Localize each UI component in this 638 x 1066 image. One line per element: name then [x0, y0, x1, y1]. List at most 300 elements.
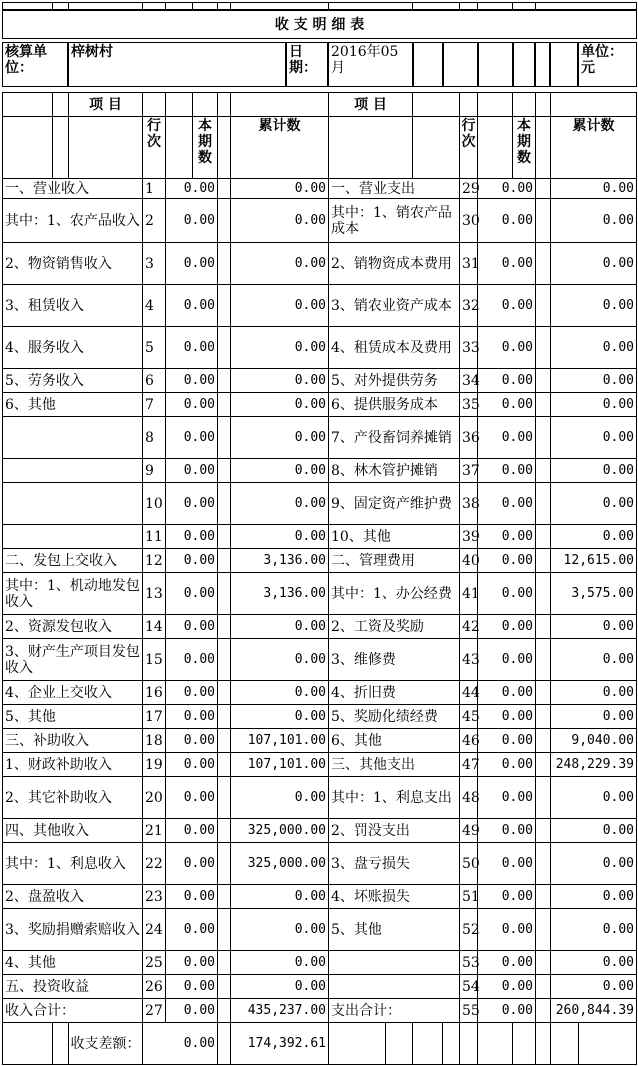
expense-current: [477, 416, 536, 459]
expense-cumulative: [550, 998, 637, 1023]
expense-item-text: 其中：1、利息支出: [331, 789, 452, 806]
spacer-cell: [535, 548, 551, 573]
expense-line-no: [459, 752, 478, 777]
income-cumulative: [230, 950, 329, 975]
spacer-cell: [217, 524, 231, 549]
expense-cumulative-text: 0.00: [602, 180, 634, 196]
income-item: [2, 284, 143, 327]
expense-line-no: [459, 548, 478, 573]
income-item-text: 二、发包上交收入: [5, 552, 117, 569]
spacer-cell: [217, 242, 231, 285]
spacer-cell: [535, 614, 551, 639]
expense-cumulative-text: 3,575.00: [571, 585, 634, 601]
income-line-no: [142, 704, 166, 729]
expense-current-text: 0.00: [501, 552, 533, 568]
band-cell: [2, 2, 53, 10]
expense-item: [328, 284, 460, 327]
income-current-text: 0.00: [183, 822, 215, 838]
expense-current-text: 0.00: [501, 297, 533, 313]
income-cumulative: [230, 974, 329, 999]
spacer-cell: [217, 974, 231, 999]
income-item: [2, 638, 143, 681]
spacer-cell: [535, 458, 551, 483]
expense-line-no: [459, 950, 478, 975]
expense-cumulative-text: 0.00: [602, 372, 634, 388]
header-cell: [328, 116, 413, 179]
spacer-cell: [412, 1022, 443, 1065]
income-current: [165, 842, 218, 885]
expense-line-no-text: 42: [462, 618, 480, 635]
spacer-cell: [535, 680, 551, 705]
income-current-text: 0.00: [183, 372, 215, 388]
expense-cumulative: [550, 368, 637, 393]
income-cumulative-text: 0.00: [294, 429, 326, 445]
expense-cumulative-text: 0.00: [602, 212, 634, 228]
income-current: [165, 368, 218, 393]
spacer-cell: [535, 908, 551, 951]
band-cell: [165, 2, 193, 10]
income-line-no-text: 22: [145, 855, 163, 872]
unit-label-text: 核算单位：: [5, 44, 47, 76]
income-line-no-text: 27: [145, 1002, 163, 1019]
expense-line-no-text: 55: [462, 1002, 480, 1019]
income-item-text: 四、其他收入: [5, 822, 89, 839]
expense-cumulative-text: 260,844.39: [555, 1002, 634, 1018]
income-line-no: [142, 614, 166, 639]
expense-cumulative-text: 0.00: [602, 651, 634, 667]
band-cell: [328, 2, 413, 10]
income-item: [2, 704, 143, 729]
expense-current: [477, 728, 536, 753]
income-current-text: 0.00: [183, 732, 215, 748]
expense-line-no-text: 31: [462, 255, 480, 272]
income-line-no: [142, 998, 166, 1023]
income-line-no: [142, 284, 166, 327]
spacer-cell: [535, 842, 551, 885]
expense-item: [328, 572, 460, 615]
income-current-text: 0.00: [183, 954, 215, 970]
header-line-no-right: [459, 116, 478, 179]
expense-current: [477, 242, 536, 285]
income-line-no: [142, 326, 166, 369]
expense-cumulative: [550, 818, 637, 843]
spacer-cell: [512, 1022, 536, 1065]
income-item: [2, 482, 143, 525]
income-current-text: 0.00: [183, 180, 215, 196]
spacer-cell: [52, 1022, 69, 1065]
expense-cumulative: [550, 638, 637, 681]
expense-cumulative-text: 0.00: [602, 978, 634, 994]
expense-item: [328, 818, 460, 843]
income-line-no-text: 10: [145, 495, 163, 512]
expense-item: [328, 178, 460, 199]
income-current-text: 0.00: [183, 585, 215, 601]
income-cumulative: [230, 242, 329, 285]
expense-current-text: 0.00: [501, 585, 533, 601]
income-cumulative-text: 435,237.00: [247, 1002, 326, 1018]
income-line-no-text: 6: [145, 372, 154, 389]
spacer-cell: [217, 842, 231, 885]
income-cumulative-text: 0.00: [294, 528, 326, 544]
expense-cumulative: [550, 704, 637, 729]
income-line-no: [142, 884, 166, 909]
expense-item: [328, 368, 460, 393]
expense-line-no-text: 53: [462, 954, 480, 971]
spacer-cell: [217, 458, 231, 483]
expense-item: [328, 458, 460, 483]
expense-item: [328, 776, 460, 819]
expense-cumulative-text: 0.00: [602, 339, 634, 355]
income-item: [2, 908, 143, 951]
spacer-cell: [217, 572, 231, 615]
income-current: [165, 458, 218, 483]
expense-item: [328, 998, 460, 1023]
header-cell: [412, 116, 460, 179]
expense-cumulative-text: 0.00: [602, 855, 634, 871]
income-item-text: 2、其它补助收入: [5, 789, 112, 806]
expense-cumulative: [550, 614, 637, 639]
expense-item-text: 支出合计：: [331, 1002, 401, 1019]
meta-spacer: [413, 42, 443, 87]
expense-cumulative: [550, 680, 637, 705]
header-item-left-text: 项 目: [89, 96, 122, 113]
expense-current: [477, 482, 536, 525]
expense-current-text: 0.00: [501, 495, 533, 511]
expense-cumulative: [550, 326, 637, 369]
expense-line-no-text: 34: [462, 372, 480, 389]
expense-item-text: 4、坏账损失: [331, 888, 410, 905]
income-cumulative: [230, 326, 329, 369]
band-cell: [68, 2, 143, 10]
income-line-no: [142, 524, 166, 549]
balance-current-text: 0.00: [183, 1035, 215, 1051]
spacer-cell: [217, 326, 231, 369]
expense-line-no: [459, 524, 478, 549]
expense-current-text: 0.00: [501, 978, 533, 994]
header-current-right-text: 本期数: [517, 118, 531, 166]
expense-current: [477, 776, 536, 819]
expense-cumulative: [550, 416, 637, 459]
income-line-no-text: 7: [145, 396, 154, 413]
expense-item-text: 2、销物资成本费用: [331, 255, 452, 272]
spacer-cell: [217, 998, 231, 1023]
unit-name: [68, 42, 286, 87]
income-line-no: [142, 198, 166, 243]
expense-cumulative: [550, 572, 637, 615]
expense-item-text: 5、对外提供劳务: [331, 372, 438, 389]
spacer-cell: [217, 884, 231, 909]
expense-current-text: 0.00: [501, 855, 533, 871]
expense-cumulative: [550, 974, 637, 999]
header-current-right: [512, 116, 536, 179]
spacer-cell: [217, 482, 231, 525]
income-line-no-text: 18: [145, 732, 163, 749]
expense-line-no-text: 51: [462, 888, 480, 905]
income-cumulative: [230, 908, 329, 951]
expense-item: [328, 416, 460, 459]
income-item-text: 3、租赁收入: [5, 297, 84, 314]
expense-item: [328, 950, 460, 975]
spacer-cell: [535, 392, 551, 417]
expense-item-text: 2、罚没支出: [331, 822, 410, 839]
expense-current: [477, 614, 536, 639]
expense-item: [328, 614, 460, 639]
expense-item: [328, 680, 460, 705]
spacer-cell: [535, 284, 551, 327]
expense-line-no-text: 46: [462, 732, 480, 749]
income-current-text: 0.00: [183, 212, 215, 228]
income-item: [2, 572, 143, 615]
income-item-text: 三、补助收入: [5, 732, 89, 749]
income-cumulative: [230, 998, 329, 1023]
balance-cumulative: [230, 1022, 329, 1065]
expense-line-no: [459, 842, 478, 885]
income-cumulative-text: 107,101.00: [247, 756, 326, 772]
date-value: [328, 42, 413, 87]
expense-line-no-text: 35: [462, 396, 480, 413]
income-item-text: 其中：1、机动地发包收入: [5, 577, 140, 610]
expense-line-no: [459, 704, 478, 729]
spacer-cell: [217, 776, 231, 819]
income-current: [165, 680, 218, 705]
income-item: [2, 818, 143, 843]
spacer-cell: [328, 1022, 386, 1065]
band-cell: [142, 2, 166, 10]
unit-label: [2, 42, 68, 87]
expense-line-no-text: 50: [462, 855, 480, 872]
expense-cumulative-text: 0.00: [602, 789, 634, 805]
expense-cumulative: [550, 842, 637, 885]
spacer-cell: [217, 818, 231, 843]
income-line-no-text: 1: [145, 180, 154, 197]
income-cumulative: [230, 818, 329, 843]
income-cumulative-text: 3,136.00: [263, 585, 326, 601]
income-line-no: [142, 416, 166, 459]
income-current: [165, 752, 218, 777]
header-cell: [535, 116, 551, 179]
income-cumulative-text: 0.00: [294, 954, 326, 970]
income-item-text: 3、财产生产项目发包收入: [5, 643, 140, 676]
income-item-text: 2、资源发包收入: [5, 618, 112, 635]
income-current: [165, 974, 218, 999]
expense-cumulative-text: 0.00: [602, 462, 634, 478]
expense-line-no: [459, 998, 478, 1023]
expense-item-text: 8、林木管护摊销: [331, 462, 438, 479]
expense-item-text: 5、其他: [331, 921, 382, 938]
unit-name-text: 梓树村: [71, 44, 113, 60]
header-current-left: [192, 116, 218, 179]
expense-cumulative: [550, 548, 637, 573]
spacer-cell: [535, 728, 551, 753]
expense-cumulative-text: 0.00: [602, 708, 634, 724]
income-current: [165, 178, 218, 199]
meta-spacer: [513, 42, 535, 87]
income-line-no-text: 2: [145, 212, 154, 229]
income-item-text: 收入合计：: [5, 1002, 75, 1019]
income-line-no: [142, 950, 166, 975]
date-value-text: 2016年05月: [331, 44, 399, 76]
expense-current: [477, 572, 536, 615]
income-current-text: 0.00: [183, 297, 215, 313]
expense-line-no-text: 39: [462, 528, 480, 545]
expense-current: [477, 908, 536, 951]
expense-current: [477, 548, 536, 573]
header-cumulative-left-text: 累计数: [258, 118, 301, 134]
income-line-no: [142, 178, 166, 199]
header-cell: [217, 92, 231, 117]
expense-current-text: 0.00: [501, 1002, 533, 1018]
spacer-cell: [2, 1022, 53, 1065]
spacer-cell: [459, 1022, 478, 1065]
spacer-cell: [535, 776, 551, 819]
income-current: [165, 998, 218, 1023]
expense-cumulative-text: 9,040.00: [571, 732, 634, 748]
expense-item-text: 其中：1、办公经费: [331, 585, 452, 602]
income-item-text: 4、其他: [5, 954, 56, 971]
header-current-left-text: 本期数: [198, 118, 212, 166]
expense-current-text: 0.00: [501, 339, 533, 355]
expense-current-text: 0.00: [501, 684, 533, 700]
income-item-text: 1、财政补助收入: [5, 756, 112, 773]
income-item-text: 五、投资收益: [5, 978, 89, 995]
header-line-no-right-text: 行次: [461, 118, 476, 150]
expense-cumulative: [550, 198, 637, 243]
income-item-text: 3、奖励捐赠索赔收入: [5, 921, 140, 938]
expense-item: [328, 392, 460, 417]
spacer-cell: [217, 392, 231, 417]
spacer-cell: [535, 416, 551, 459]
income-current: [165, 392, 218, 417]
income-line-no: [142, 728, 166, 753]
income-item: [2, 548, 143, 573]
income-item: [2, 950, 143, 975]
header-item-left: [68, 92, 143, 117]
meta-spacer: [478, 42, 513, 87]
income-cumulative-text: 0.00: [294, 921, 326, 937]
spacer-cell: [535, 638, 551, 681]
spacer-cell: [217, 548, 231, 573]
income-line-no: [142, 842, 166, 885]
expense-current: [477, 950, 536, 975]
spacer-cell: [535, 198, 551, 243]
spacer-cell: [535, 242, 551, 285]
expense-item: [328, 728, 460, 753]
spacer-cell: [217, 950, 231, 975]
expense-line-no: [459, 638, 478, 681]
balance-cumulative-text: 174,392.61: [247, 1035, 326, 1051]
income-line-no-text: 26: [145, 978, 163, 995]
expense-item: [328, 752, 460, 777]
expense-cumulative-text: 0.00: [602, 495, 634, 511]
income-line-no-text: 5: [145, 339, 154, 356]
spacer-cell: [550, 1022, 579, 1065]
income-cumulative-text: 3,136.00: [263, 552, 326, 568]
income-current: [165, 704, 218, 729]
income-line-no-text: 25: [145, 954, 163, 971]
header-cell: [192, 92, 218, 117]
income-current-text: 0.00: [183, 921, 215, 937]
expense-current-text: 0.00: [501, 954, 533, 970]
income-cumulative-text: 0.00: [294, 888, 326, 904]
income-line-no: [142, 638, 166, 681]
expense-item-text: 3、维修费: [331, 651, 396, 668]
income-item-text: 一、营业收入: [5, 180, 89, 197]
income-current-text: 0.00: [183, 1002, 215, 1018]
band-cell: [412, 2, 460, 10]
income-cumulative-text: 0.00: [294, 297, 326, 313]
income-item: [2, 614, 143, 639]
expense-line-no: [459, 884, 478, 909]
income-cumulative-text: 0.00: [294, 462, 326, 478]
spacer-cell: [535, 368, 551, 393]
income-item: [2, 198, 143, 243]
expense-item: [328, 842, 460, 885]
band-cell: [512, 2, 536, 10]
expense-cumulative: [550, 908, 637, 951]
income-current: [165, 242, 218, 285]
income-cumulative-text: 0.00: [294, 372, 326, 388]
income-line-no: [142, 482, 166, 525]
spacer-cell: [535, 326, 551, 369]
income-line-no-text: 19: [145, 756, 163, 773]
income-cumulative-text: 107,101.00: [247, 732, 326, 748]
income-line-no-text: 12: [145, 552, 163, 569]
expense-current: [477, 818, 536, 843]
expense-line-no: [459, 614, 478, 639]
income-item: [2, 728, 143, 753]
income-item: [2, 752, 143, 777]
band-cell: [192, 2, 218, 10]
spacer-cell: [578, 1022, 637, 1065]
spacer-cell: [217, 728, 231, 753]
expense-current-text: 0.00: [501, 180, 533, 196]
income-item: [2, 524, 143, 549]
spacer-cell: [442, 1022, 460, 1065]
expense-item: [328, 242, 460, 285]
income-cumulative-text: 0.00: [294, 396, 326, 412]
income-item-text: 其中：1、农产品收入: [5, 212, 140, 229]
expense-current: [477, 752, 536, 777]
header-item-right: [328, 92, 413, 117]
expense-item-text: 其中：1、销农产品成本: [331, 204, 452, 237]
income-current: [165, 416, 218, 459]
expense-current-text: 0.00: [501, 462, 533, 478]
income-item-text: 2、盘盈收入: [5, 888, 84, 905]
income-line-no: [142, 242, 166, 285]
spacer-cell: [477, 1022, 513, 1065]
band-cell: [217, 2, 231, 10]
expense-item: [328, 326, 460, 369]
expense-current: [477, 704, 536, 729]
expense-line-no: [459, 392, 478, 417]
header-cell: [459, 92, 478, 117]
income-current: [165, 614, 218, 639]
header-cell: [2, 116, 53, 179]
expense-line-no: [459, 776, 478, 819]
income-cumulative: [230, 884, 329, 909]
income-item: [2, 178, 143, 199]
expense-current-text: 0.00: [501, 255, 533, 271]
expense-line-no-text: 54: [462, 978, 480, 995]
expense-line-no-text: 52: [462, 921, 480, 938]
income-cumulative: [230, 392, 329, 417]
expense-current-text: 0.00: [501, 429, 533, 445]
income-current-text: 0.00: [183, 462, 215, 478]
income-item-text: 5、其他: [5, 708, 56, 725]
income-cumulative-text: 0.00: [294, 180, 326, 196]
income-current: [165, 776, 218, 819]
expense-current: [477, 638, 536, 681]
